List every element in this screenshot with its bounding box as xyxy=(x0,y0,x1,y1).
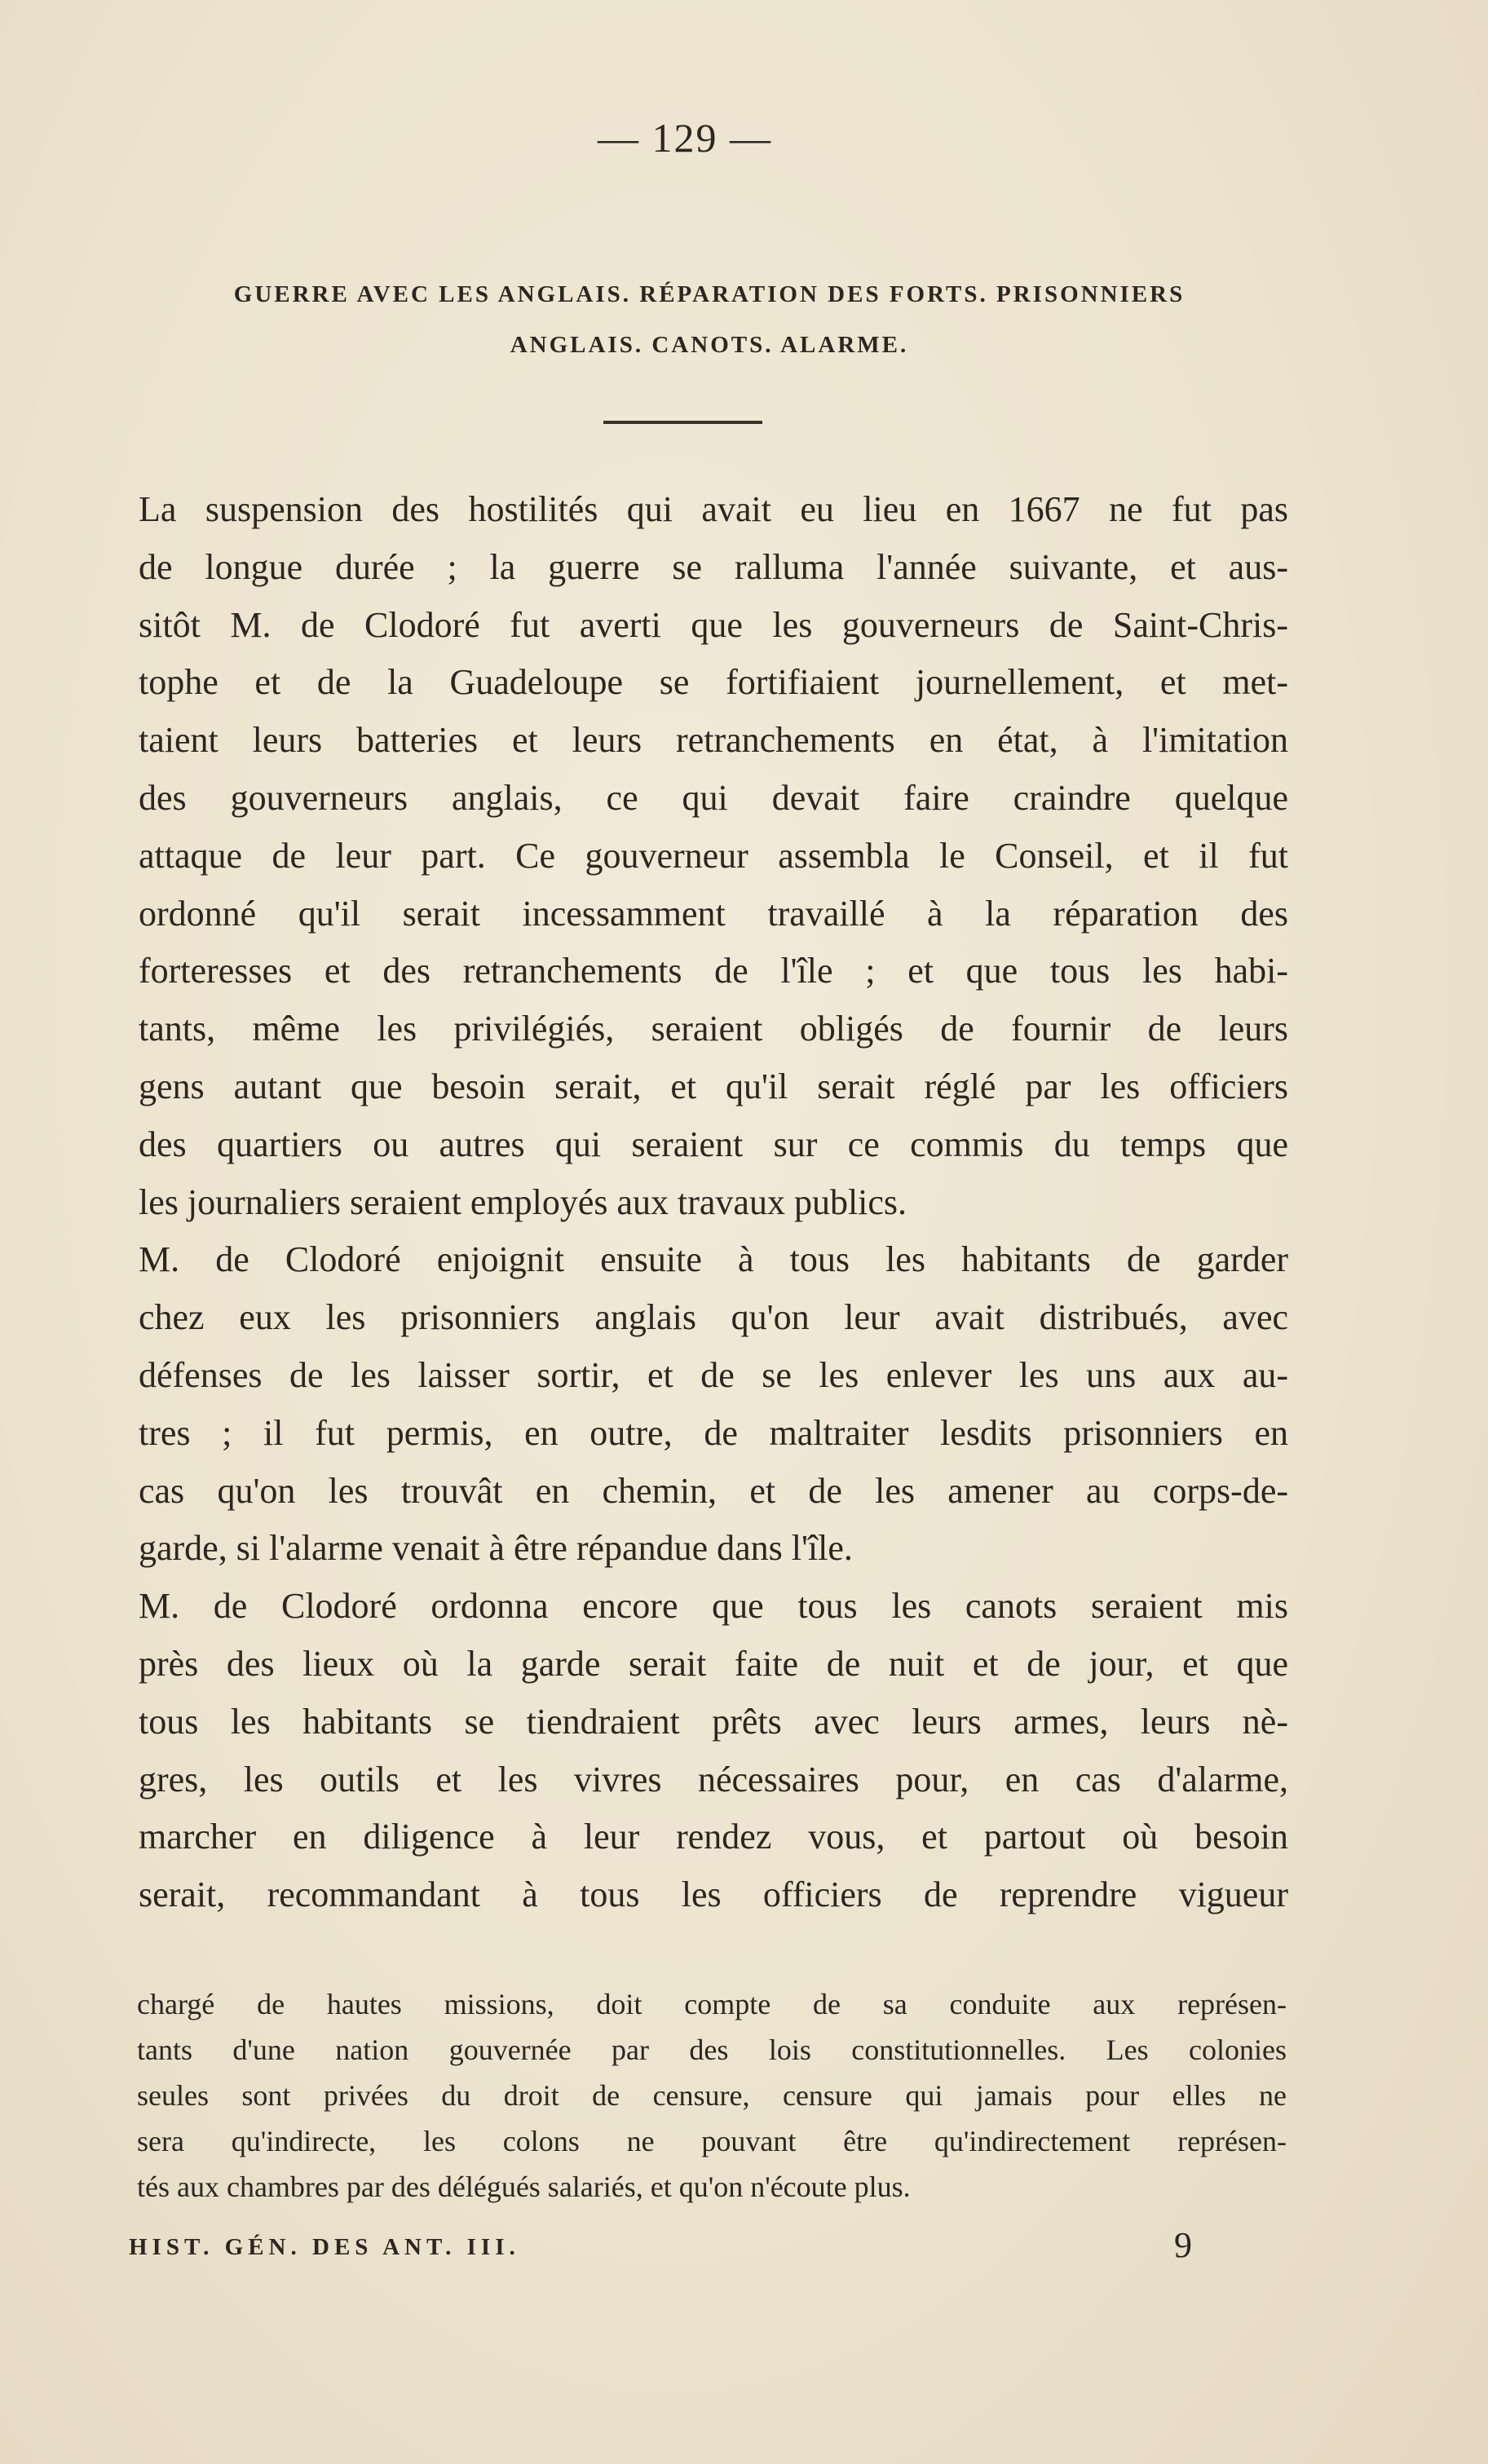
footnote xyxy=(137,1981,1287,2210)
text-line: des quartiers ou autres qui seraient sur ce commis du temps que xyxy=(139,1124,1288,1164)
text-line: tres ; il fut permis, en outre, de maltraiter lesdits prisonniers en xyxy=(139,1412,1288,1453)
footnote-line: sera qu'indirecte, les colons ne pouvant être qu'indirectement représen- xyxy=(137,2125,1287,2157)
text-line: défenses de les laisser sortir, et de se les enlever les uns aux au- xyxy=(139,1354,1288,1395)
footnote-line: tants d'une nation gouvernée par des lois constitutionnelles. Les colonies xyxy=(137,2033,1287,2066)
text-line: sitôt M. de Clodoré fut averti que les gouverneurs de Saint-Chris- xyxy=(139,604,1288,645)
chapter-heading-line: GUERRE AVEC LES ANGLAIS. RÉPARATION DES FORTS. PRISONNIERS xyxy=(233,281,1186,307)
text-line: taient leurs batteries et leurs retranchements en état, à l'imitation xyxy=(139,720,1288,761)
sheet-number: 9 xyxy=(1174,2225,1192,2265)
paragraph-2 xyxy=(139,1231,1288,1578)
text-line: cas qu'on les trouvât en chemin, et de les amener au corps-de- xyxy=(139,1470,1288,1511)
paragraph-3 xyxy=(139,1578,1288,1924)
text-line: des gouverneurs anglais, ce qui devait faire craindre quelque xyxy=(139,777,1288,818)
text-line: M. de Clodoré ordonna encore que tous les canots seraient mis xyxy=(139,1586,1288,1627)
text-line: tous les habitants se tiendraient prêts avec leurs armes, leurs nè- xyxy=(139,1701,1288,1742)
text-line: garde, si l'alarme venait à être répandue dans l'île. xyxy=(139,1528,853,1569)
footnote-line: seules sont privées du droit de censure, censure qui jamais pour elles ne xyxy=(137,2079,1287,2112)
text-line: de longue durée ; la guerre se ralluma l'année suivante, et aus- xyxy=(139,546,1288,587)
text-line: près des lieux où la garde serait faite de nuit et de jour, et que xyxy=(139,1643,1288,1684)
text-line: tophe et de la Guadeloupe se fortifiaient journellement, et met- xyxy=(139,662,1288,703)
text-line: forteresses et des retranchements de l'île ; et que tous les habi- xyxy=(139,951,1288,991)
signature-mark: HIST. GÉN. DES ANT. III. xyxy=(129,2234,520,2260)
page-number: — 129 — xyxy=(598,115,772,161)
footnote-line: chargé de hautes missions, doit compte de sa conduite aux représen- xyxy=(137,1988,1287,2020)
text-line: La suspension des hostilités qui avait eu lieu en 1667 ne fut pas xyxy=(139,489,1288,529)
text-line: chez eux les prisonniers anglais qu'on leur avait distribués, avec xyxy=(139,1297,1288,1338)
text-line: attaque de leur part. Ce gouverneur assembla le Conseil, et il fut xyxy=(139,835,1288,876)
text-line: gens autant que besoin serait, et qu'il serait réglé par les officiers xyxy=(139,1066,1288,1106)
chapter-heading-line: ANGLAIS. CANOTS. ALARME. xyxy=(510,332,909,358)
paragraph-1 xyxy=(139,481,1288,1231)
text-line: marcher en diligence à leur rendez vous, et partout où besoin xyxy=(139,1817,1288,1857)
chapter-heading xyxy=(130,269,1288,370)
text-line: tants, même les privilégiés, seraient obligés de fournir de leurs xyxy=(139,1009,1288,1049)
main-text xyxy=(139,481,1288,1924)
text-line: gres, les outils et les vivres nécessaires pour, en cas d'alarme, xyxy=(139,1759,1288,1799)
footnote-line: tés aux chambres par des délégués salariés, et qu'on n'écoute plus. xyxy=(137,2170,911,2203)
section-divider-rule xyxy=(603,421,762,424)
text-line: ordonné qu'il serait incessamment travaillé à la réparation des xyxy=(139,893,1288,934)
text-line: les journaliers seraient employés aux travaux publics. xyxy=(139,1181,907,1222)
text-line: serait, recommandant à tous les officiers de reprendre vigueur xyxy=(139,1874,1288,1915)
text-line: M. de Clodoré enjoignit ensuite à tous les habitants de garder xyxy=(139,1239,1288,1280)
